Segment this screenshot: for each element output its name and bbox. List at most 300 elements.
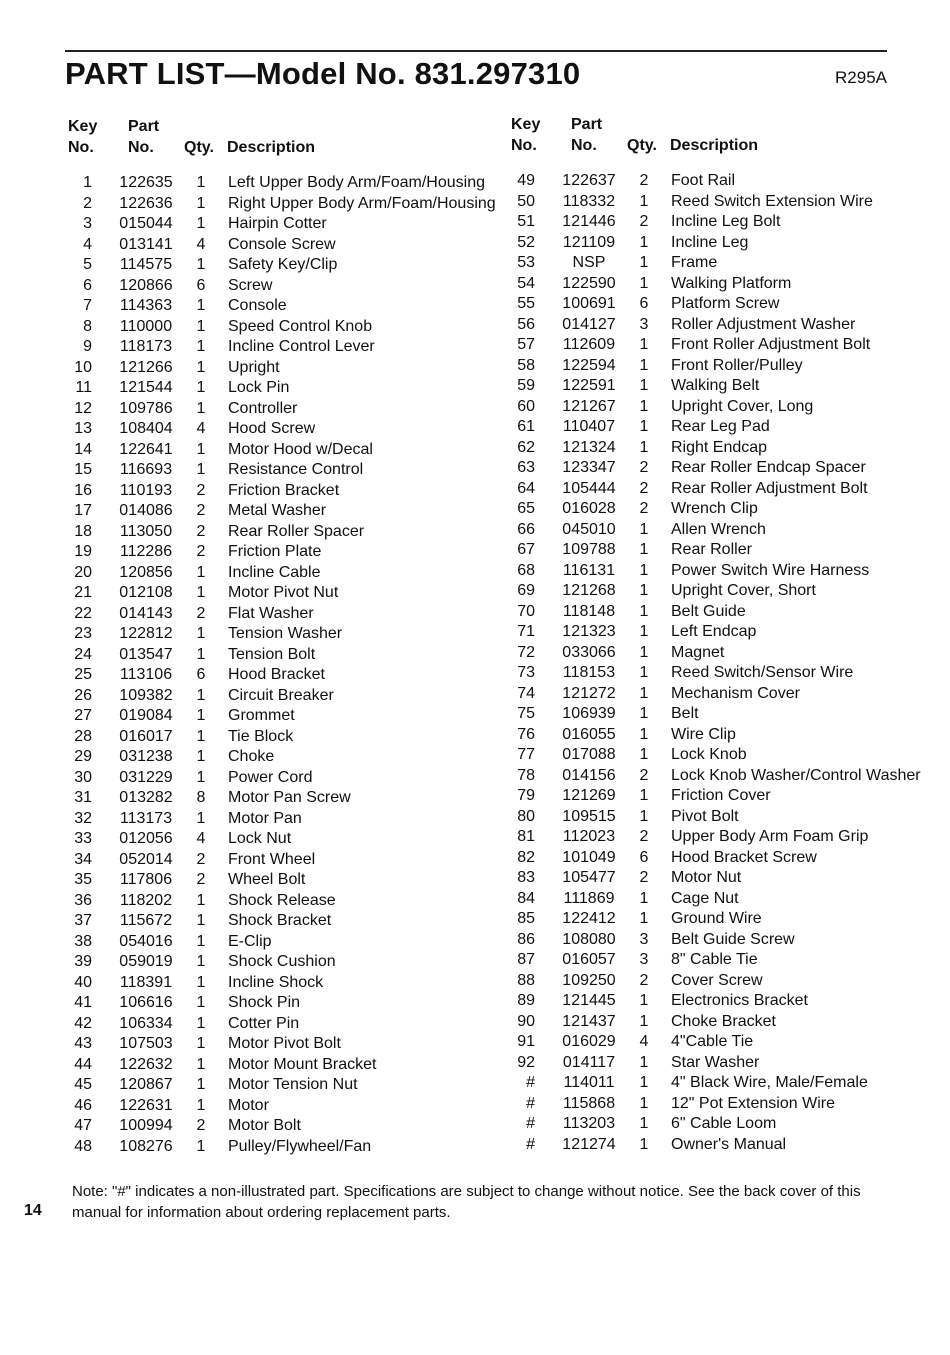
description: Console Screw bbox=[228, 235, 336, 253]
description: Safety Key/Clip bbox=[228, 256, 338, 273]
part-number: 121269 bbox=[562, 787, 616, 804]
quantity: 1 bbox=[639, 1135, 649, 1153]
part-number: 121323 bbox=[562, 623, 616, 640]
description: Incline Control Lever bbox=[228, 338, 375, 355]
quantity: 1 bbox=[639, 684, 649, 702]
part-number: 121272 bbox=[562, 684, 616, 702]
description: Shock Pin bbox=[228, 994, 301, 1011]
quantity: 1 bbox=[196, 297, 206, 314]
quantity: 1 bbox=[196, 174, 206, 191]
key-number: 63 bbox=[517, 459, 535, 476]
quantity: 1 bbox=[639, 725, 649, 743]
quantity: 1 bbox=[196, 461, 206, 478]
quantity: 1 bbox=[639, 1012, 649, 1030]
part-number: 121446 bbox=[562, 213, 616, 230]
part-number: 059019 bbox=[119, 953, 173, 970]
description: Magnet bbox=[671, 643, 725, 661]
description: Incline Cable bbox=[228, 563, 321, 581]
quantity: 2 bbox=[639, 479, 649, 497]
key-number: # bbox=[526, 1135, 535, 1153]
key-number: 91 bbox=[517, 1033, 535, 1050]
quantity: 1 bbox=[639, 582, 649, 599]
header-part-2: No. bbox=[571, 137, 597, 154]
key-number: 43 bbox=[74, 1035, 92, 1052]
part-number: 118332 bbox=[562, 192, 616, 210]
key-number: 23 bbox=[74, 625, 92, 642]
description: Console bbox=[228, 297, 287, 314]
quantity: 2 bbox=[196, 604, 206, 622]
key-number: 39 bbox=[74, 953, 92, 970]
quantity: 2 bbox=[196, 522, 206, 540]
description: Wire Clip bbox=[671, 725, 736, 743]
part-number: 110193 bbox=[119, 481, 173, 499]
description: Right Endcap bbox=[671, 438, 768, 456]
part-number: 114363 bbox=[119, 297, 173, 314]
key-number: 29 bbox=[74, 748, 92, 765]
quantity: 1 bbox=[639, 356, 649, 374]
quantity: 2 bbox=[196, 871, 206, 888]
key-number: 34 bbox=[74, 850, 92, 868]
part-number: 016028 bbox=[562, 500, 616, 517]
part-number: 112023 bbox=[562, 828, 616, 845]
key-number: 28 bbox=[74, 727, 92, 745]
part-number: 017088 bbox=[562, 746, 616, 763]
part-number: 118173 bbox=[119, 338, 173, 355]
quantity: 1 bbox=[639, 643, 649, 661]
description: Motor Nut bbox=[671, 869, 742, 886]
description: Hood Screw bbox=[228, 420, 316, 437]
key-number: 79 bbox=[517, 787, 535, 804]
key-number: 68 bbox=[517, 561, 535, 579]
part-number: 112609 bbox=[562, 336, 616, 353]
description: Electronics Bracket bbox=[671, 992, 808, 1009]
key-number: 2 bbox=[83, 194, 92, 212]
part-number: 016017 bbox=[119, 727, 173, 745]
header-key-2: No. bbox=[511, 137, 537, 154]
part-number: 106334 bbox=[119, 1014, 173, 1032]
key-number: 35 bbox=[74, 871, 92, 888]
description: Power Cord bbox=[228, 768, 313, 786]
part-number: 116693 bbox=[119, 461, 173, 478]
key-number: 59 bbox=[517, 377, 535, 394]
quantity: 1 bbox=[196, 625, 206, 642]
part-number: 120866 bbox=[119, 276, 173, 294]
part-number: 013141 bbox=[119, 235, 173, 253]
part-number: 121267 bbox=[562, 397, 616, 415]
description: Ground Wire bbox=[671, 910, 762, 927]
key-number: 45 bbox=[74, 1076, 92, 1093]
quantity: 1 bbox=[196, 768, 206, 786]
description: Foot Rail bbox=[671, 172, 736, 189]
description: Rear Roller Spacer bbox=[228, 522, 365, 540]
part-number: 109786 bbox=[119, 399, 173, 417]
description: Motor Hood w/Decal bbox=[228, 440, 373, 458]
key-number: 80 bbox=[517, 807, 535, 825]
part-number: 117806 bbox=[119, 871, 173, 888]
description: Choke Bracket bbox=[671, 1012, 776, 1030]
part-number: 109250 bbox=[562, 971, 616, 989]
description: Power Switch Wire Harness bbox=[671, 561, 870, 579]
quantity: 1 bbox=[639, 910, 649, 927]
part-number: 101049 bbox=[562, 848, 616, 866]
part-number: 108080 bbox=[562, 930, 616, 948]
part-number: 122590 bbox=[562, 274, 616, 292]
part-number: 122632 bbox=[119, 1055, 173, 1073]
part-number: 113173 bbox=[119, 809, 173, 827]
part-number: 106939 bbox=[562, 705, 616, 722]
key-number: 22 bbox=[74, 604, 92, 622]
quantity: 1 bbox=[196, 194, 206, 212]
part-number: 114011 bbox=[563, 1074, 615, 1091]
key-number: 58 bbox=[517, 356, 535, 374]
quantity: 1 bbox=[639, 602, 649, 620]
key-number: 6 bbox=[83, 276, 92, 294]
quantity: 1 bbox=[196, 215, 206, 232]
quantity: 1 bbox=[196, 994, 206, 1011]
description: Belt bbox=[671, 705, 699, 722]
quantity: 1 bbox=[639, 192, 649, 210]
key-number: 57 bbox=[517, 336, 535, 353]
quantity: 1 bbox=[639, 397, 649, 415]
description: 12" Pot Extension Wire bbox=[671, 1094, 835, 1112]
header-qty: Qty. bbox=[184, 139, 214, 156]
part-number: 014117 bbox=[562, 1053, 616, 1071]
description: Lock Nut bbox=[228, 830, 292, 847]
key-number: 17 bbox=[74, 502, 92, 519]
description: 4" Black Wire, Male/Female bbox=[671, 1074, 868, 1091]
quantity: 2 bbox=[639, 172, 649, 189]
quantity: 1 bbox=[639, 1094, 649, 1112]
key-number: 46 bbox=[74, 1096, 92, 1114]
key-number: 8 bbox=[83, 317, 92, 335]
page-number: 14 bbox=[24, 1202, 42, 1219]
key-number: 54 bbox=[517, 274, 535, 292]
quantity: 2 bbox=[196, 481, 206, 499]
key-number: 87 bbox=[517, 951, 535, 968]
quantity: 1 bbox=[196, 1096, 206, 1114]
quantity: 2 bbox=[639, 869, 649, 886]
quantity: 3 bbox=[639, 951, 649, 968]
header-part-2: No. bbox=[128, 139, 154, 156]
document-code: R295A bbox=[835, 68, 887, 87]
description: Tie Block bbox=[228, 727, 294, 745]
quantity: 1 bbox=[639, 520, 649, 538]
header-qty: Qty. bbox=[627, 137, 657, 154]
part-number: 105444 bbox=[562, 479, 616, 497]
quantity: 6 bbox=[196, 666, 206, 683]
quantity: 1 bbox=[196, 645, 206, 663]
quantity: 1 bbox=[196, 932, 206, 950]
quantity: 1 bbox=[196, 563, 206, 581]
key-number: 14 bbox=[74, 440, 92, 458]
part-number: 012108 bbox=[119, 584, 173, 601]
quantity: 2 bbox=[639, 971, 649, 989]
key-number: 3 bbox=[83, 215, 92, 232]
key-number: 4 bbox=[83, 235, 92, 253]
description: Lock Knob Washer/Control Washer bbox=[671, 766, 921, 784]
key-number: 15 bbox=[74, 461, 92, 478]
part-number: 115868 bbox=[562, 1094, 616, 1112]
part-number: 121324 bbox=[562, 438, 616, 456]
quantity: 4 bbox=[639, 1033, 649, 1050]
part-number: 118391 bbox=[119, 973, 173, 991]
quantity: 1 bbox=[639, 336, 649, 353]
description: Pivot Bolt bbox=[671, 807, 739, 825]
header-description: Description bbox=[670, 137, 759, 154]
key-number: 11 bbox=[75, 379, 92, 396]
part-number: 052014 bbox=[119, 850, 173, 868]
part-number: 031229 bbox=[119, 768, 173, 786]
key-number: 77 bbox=[517, 746, 535, 763]
key-number: 60 bbox=[517, 397, 535, 415]
header-key-1: Key bbox=[68, 118, 98, 135]
part-number: 031238 bbox=[119, 748, 173, 765]
quantity: 1 bbox=[639, 746, 649, 763]
part-number: 121109 bbox=[562, 233, 616, 251]
part-number: 118153 bbox=[562, 664, 616, 681]
quantity: 1 bbox=[196, 358, 206, 376]
key-number: 12 bbox=[74, 399, 92, 417]
quantity: 1 bbox=[639, 561, 649, 579]
key-number: 75 bbox=[517, 705, 535, 722]
quantity: 1 bbox=[639, 438, 649, 456]
key-number: 40 bbox=[74, 973, 92, 991]
description: Metal Washer bbox=[228, 502, 327, 519]
description: Wheel Bolt bbox=[228, 871, 306, 888]
key-number: 32 bbox=[74, 809, 92, 827]
quantity: 2 bbox=[639, 828, 649, 845]
description: Controller bbox=[228, 399, 298, 417]
description: Incline Leg bbox=[671, 233, 749, 251]
key-number: 49 bbox=[517, 172, 535, 189]
quantity: 1 bbox=[639, 1074, 649, 1091]
description: Owner's Manual bbox=[671, 1135, 787, 1153]
quantity: 1 bbox=[639, 1053, 649, 1071]
key-number: 81 bbox=[517, 828, 535, 845]
quantity: 1 bbox=[639, 1115, 649, 1132]
key-number: 9 bbox=[83, 338, 92, 355]
description: Belt Guide Screw bbox=[671, 930, 795, 948]
part-number: 122637 bbox=[562, 172, 616, 189]
key-number: 47 bbox=[74, 1117, 92, 1134]
quantity: 1 bbox=[196, 912, 206, 929]
key-number: # bbox=[526, 1115, 535, 1132]
description: Choke bbox=[228, 748, 275, 765]
quantity: 6 bbox=[196, 276, 206, 294]
part-number: 122631 bbox=[119, 1096, 173, 1114]
description: Star Washer bbox=[671, 1053, 760, 1071]
quantity: 1 bbox=[196, 317, 206, 335]
quantity: 1 bbox=[196, 686, 206, 704]
key-number: 30 bbox=[74, 768, 92, 786]
header-description: Description bbox=[227, 139, 316, 156]
description: Upright bbox=[228, 358, 280, 376]
part-number: 115672 bbox=[119, 912, 173, 929]
part-number: 122812 bbox=[119, 625, 173, 642]
part-number: 110000 bbox=[119, 317, 173, 335]
quantity: 1 bbox=[639, 787, 649, 804]
description: E-Clip bbox=[228, 932, 272, 950]
quantity: 1 bbox=[196, 399, 206, 417]
quantity: 2 bbox=[196, 502, 206, 519]
key-number: 66 bbox=[517, 520, 535, 538]
part-number: 121268 bbox=[562, 582, 616, 599]
quantity: 1 bbox=[639, 377, 649, 394]
quantity: 1 bbox=[196, 809, 206, 827]
part-number: 113106 bbox=[119, 666, 173, 683]
description: Grommet bbox=[228, 707, 295, 724]
part-number: 016029 bbox=[562, 1033, 616, 1050]
part-number: 112286 bbox=[119, 543, 173, 560]
part-number: 121544 bbox=[119, 379, 173, 396]
description: Circuit Breaker bbox=[228, 686, 334, 704]
description: Motor Tension Nut bbox=[228, 1076, 358, 1093]
key-number: 48 bbox=[74, 1137, 92, 1155]
part-number: 013282 bbox=[119, 789, 173, 806]
description: Shock Bracket bbox=[228, 912, 332, 929]
description: Speed Control Knob bbox=[228, 317, 373, 335]
description: Cover Screw bbox=[671, 971, 763, 989]
description: Motor Pivot Bolt bbox=[228, 1035, 341, 1052]
key-number: 18 bbox=[74, 522, 92, 540]
key-number: 61 bbox=[517, 418, 535, 435]
header-key-1: Key bbox=[511, 116, 541, 133]
part-number: 019084 bbox=[119, 707, 173, 724]
quantity: 1 bbox=[639, 664, 649, 681]
part-number: 122412 bbox=[562, 910, 616, 927]
part-number: 121437 bbox=[562, 1012, 616, 1030]
key-number: 5 bbox=[83, 256, 92, 273]
description: Rear Roller Adjustment Bolt bbox=[671, 479, 868, 497]
part-number: NSP bbox=[572, 254, 606, 271]
part-number: 121266 bbox=[119, 358, 173, 376]
key-number: 86 bbox=[517, 930, 535, 948]
part-number: 122594 bbox=[562, 356, 616, 374]
key-number: 10 bbox=[74, 358, 92, 376]
quantity: 1 bbox=[639, 274, 649, 292]
part-number: 016057 bbox=[562, 951, 616, 968]
description: Reed Switch Extension Wire bbox=[671, 192, 873, 210]
quantity: 1 bbox=[639, 418, 649, 435]
key-number: 64 bbox=[517, 479, 535, 497]
description: Lock Pin bbox=[228, 379, 290, 396]
key-number: 50 bbox=[517, 192, 535, 210]
description: Rear Roller bbox=[671, 541, 752, 558]
quantity: 1 bbox=[639, 889, 649, 907]
key-number: 33 bbox=[74, 830, 92, 847]
part-number: 122641 bbox=[119, 440, 173, 458]
description: Front Wheel bbox=[228, 850, 316, 868]
quantity: 1 bbox=[196, 748, 206, 765]
part-number: 109382 bbox=[119, 686, 173, 704]
description: Roller Adjustment Washer bbox=[671, 315, 856, 333]
quantity: 2 bbox=[639, 766, 649, 784]
part-number: 045010 bbox=[562, 520, 616, 538]
key-number: 25 bbox=[74, 666, 92, 683]
key-number: 31 bbox=[74, 789, 92, 806]
key-number: 89 bbox=[517, 992, 535, 1009]
quantity: 1 bbox=[639, 623, 649, 640]
description: Left Endcap bbox=[671, 623, 757, 640]
key-number: 69 bbox=[517, 582, 535, 599]
key-number: 53 bbox=[517, 254, 535, 271]
key-number: 67 bbox=[517, 541, 535, 558]
description: Allen Wrench bbox=[671, 520, 766, 538]
quantity: 2 bbox=[639, 459, 649, 476]
quantity: 2 bbox=[639, 500, 649, 517]
part-number: 013547 bbox=[119, 645, 173, 663]
quantity: 2 bbox=[196, 543, 206, 560]
quantity: 1 bbox=[196, 338, 206, 355]
description: Hood Bracket bbox=[228, 666, 325, 683]
key-number: 88 bbox=[517, 971, 535, 989]
description: Cage Nut bbox=[671, 889, 739, 907]
quantity: 2 bbox=[196, 850, 206, 868]
description: Rear Leg Pad bbox=[671, 418, 770, 435]
quantity: 6 bbox=[639, 848, 649, 866]
key-number: 42 bbox=[74, 1014, 92, 1032]
quantity: 1 bbox=[639, 233, 649, 251]
key-number: 62 bbox=[517, 438, 535, 456]
part-number: 109788 bbox=[562, 541, 616, 558]
description: Right Upper Body Arm/Foam/Housing bbox=[228, 194, 496, 212]
part-number: 118148 bbox=[562, 602, 616, 620]
description: Mechanism Cover bbox=[671, 684, 800, 702]
part-number: 100994 bbox=[119, 1117, 173, 1134]
quantity: 2 bbox=[196, 1117, 206, 1134]
quantity: 1 bbox=[196, 1035, 206, 1052]
key-number: 13 bbox=[74, 420, 92, 437]
part-number: 016055 bbox=[562, 725, 616, 743]
quantity: 1 bbox=[196, 440, 206, 458]
description: Incline Shock bbox=[228, 973, 324, 991]
key-number: 24 bbox=[74, 645, 92, 663]
quantity: 1 bbox=[196, 256, 206, 273]
part-number: 105477 bbox=[562, 869, 616, 886]
description: Motor bbox=[228, 1096, 269, 1114]
quantity: 1 bbox=[196, 1014, 206, 1032]
description: Resistance Control bbox=[228, 461, 364, 478]
quantity: 4 bbox=[196, 830, 206, 847]
quantity: 1 bbox=[639, 254, 649, 271]
key-number: 27 bbox=[74, 707, 92, 724]
key-number: 82 bbox=[517, 848, 535, 866]
description: Motor Pan Screw bbox=[228, 789, 351, 806]
description: Frame bbox=[671, 254, 718, 271]
key-number: 71 bbox=[517, 623, 535, 640]
description: Front Roller/Pulley bbox=[671, 356, 803, 374]
part-number: 014156 bbox=[562, 766, 616, 784]
description: Motor Pan bbox=[228, 809, 302, 827]
description: Front Roller Adjustment Bolt bbox=[671, 336, 871, 353]
quantity: 1 bbox=[196, 727, 206, 745]
quantity: 1 bbox=[639, 807, 649, 825]
key-number: 44 bbox=[74, 1055, 92, 1073]
part-number: 122591 bbox=[562, 377, 616, 394]
description: 4"Cable Tie bbox=[671, 1033, 754, 1050]
part-number: 120867 bbox=[119, 1076, 173, 1093]
quantity: 1 bbox=[639, 705, 649, 722]
description: Tension Washer bbox=[228, 625, 343, 642]
key-number: 37 bbox=[74, 912, 92, 929]
quantity: 2 bbox=[639, 213, 649, 230]
quantity: 1 bbox=[196, 891, 206, 909]
part-number: 108404 bbox=[119, 420, 173, 437]
part-number: 123347 bbox=[562, 459, 616, 476]
key-number: 74 bbox=[517, 684, 535, 702]
key-number: 20 bbox=[74, 563, 92, 581]
header-key-2: No. bbox=[68, 139, 94, 156]
